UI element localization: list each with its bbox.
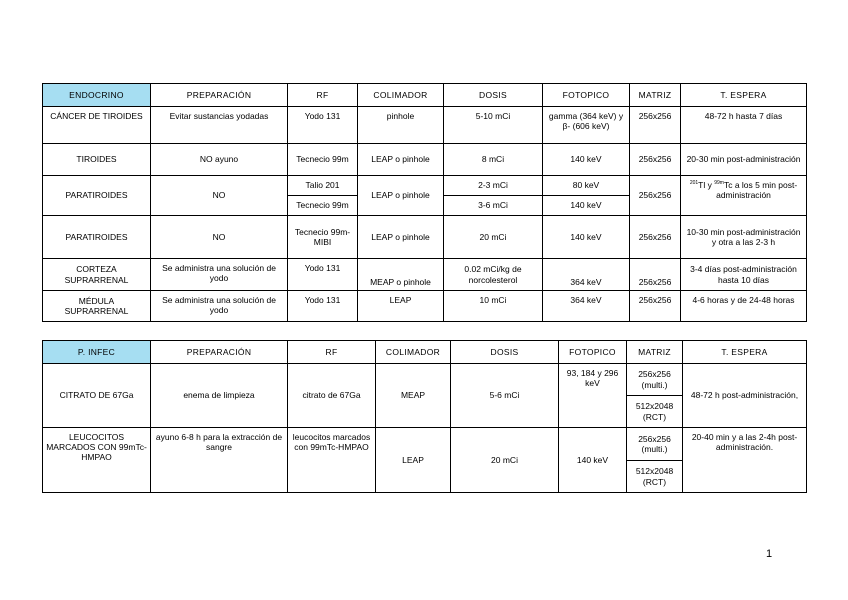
cell-colimador: LEAP: [376, 428, 451, 493]
cell-colimador: LEAP o pinhole: [358, 216, 444, 259]
table-header-row: [43, 341, 807, 364]
cell-preparacion: NO: [151, 176, 288, 216]
cell-dosis: 0.02 mCi/kg de norcolesterol: [444, 259, 543, 291]
header-fotopico: FOTOPICO: [559, 341, 627, 364]
cell-t-espera: 20-40 min y a las 2-4h post-administración.: [683, 428, 807, 493]
header-rf: RF: [288, 341, 376, 364]
header-matriz: MATRIZ: [630, 84, 681, 107]
endocrino-table: [42, 83, 807, 322]
table-row: [43, 107, 807, 144]
header-t-espera: T. ESPERA: [681, 84, 807, 107]
cell-matriz: 256x256: [630, 216, 681, 259]
cell-endocrino: CORTEZA SUPRARRENAL: [43, 259, 151, 291]
cell-preparacion: NO ayuno: [151, 144, 288, 176]
header-matriz: MATRIZ: [627, 341, 683, 364]
cell-endocrino: PARATIROIDES: [43, 216, 151, 259]
cell-rf: Yodo 131: [288, 291, 358, 322]
cell-endocrino: MÉDULA SUPRARRENAL: [43, 291, 151, 322]
header-rf: RF: [288, 84, 358, 107]
cell-t-espera: 3-4 días post-administración hasta 10 días: [681, 259, 807, 291]
cell-fotopico: 93, 184 y 296 keV: [559, 364, 627, 428]
table-header-row: [43, 84, 807, 107]
cell-rf: Tecnecio 99m: [288, 144, 358, 176]
cell-t-espera: 4-6 horas y de 24-48 horas: [681, 291, 807, 322]
cell-fotopico: 364 keV: [543, 291, 630, 322]
cell-matriz: 256x256 (multi.): [627, 428, 683, 461]
header-colimador: COLIMADOR: [358, 84, 444, 107]
header-colimador: COLIMADOR: [376, 341, 451, 364]
cell-matriz: 256x256: [630, 259, 681, 291]
cell-rf: Tecnecio 99m-MIBI: [288, 216, 358, 259]
cell-preparacion: NO: [151, 216, 288, 259]
page-number: 1: [766, 548, 773, 560]
cell-dosis: 5-6 mCi: [451, 364, 559, 428]
cell-rf: Talio 201: [288, 176, 358, 196]
table-row: [43, 216, 807, 259]
header-fotopico: FOTOPICO: [543, 84, 630, 107]
cell-rf: leucocitos marcados con 99mTc-HMPAO: [288, 428, 376, 493]
cell-matriz: 512x2048 (RCT): [627, 461, 683, 493]
cell-dosis: 20 mCi: [451, 428, 559, 493]
t-espera-text: Tc a los 5 min post- administración: [716, 180, 798, 201]
table-row: [43, 364, 807, 396]
t-espera-text: Tl y: [698, 180, 715, 190]
cell-preparacion: Se administra una solución de yodo: [151, 259, 288, 291]
cell-endocrino: CÁNCER DE TIROIDES: [43, 107, 151, 144]
isotope-superscript: 201: [689, 180, 699, 187]
cell-matriz: 256x256: [630, 291, 681, 322]
cell-endocrino: TIROIDES: [43, 144, 151, 176]
cell-t-espera: 48-72 h hasta 7 días: [681, 107, 807, 144]
cell-matriz: 512x2048 (RCT): [627, 396, 683, 428]
cell-preparacion: ayuno 6-8 h para la extracción de sangre: [151, 428, 288, 493]
infeccion-table: [42, 340, 807, 493]
table-row: [43, 176, 807, 196]
cell-matriz: 256x256: [630, 144, 681, 176]
cell-dosis: 2-3 mCi: [444, 176, 543, 196]
table-row: [43, 259, 807, 291]
table-row: [43, 144, 807, 176]
cell-preparacion: Se administra una solución de yodo: [151, 291, 288, 322]
cell-t-espera: [681, 176, 807, 216]
cell-matriz: 256x256: [630, 107, 681, 144]
header-p-infec: P. INFEC: [43, 341, 151, 364]
cell-rf: Yodo 131: [288, 107, 358, 144]
cell-dosis: 8 mCi: [444, 144, 543, 176]
cell-rf: Yodo 131: [288, 259, 358, 291]
header-t-espera: T. ESPERA: [683, 341, 807, 364]
cell-colimador: LEAP o pinhole: [358, 176, 444, 216]
cell-fotopico: 140 keV: [543, 144, 630, 176]
cell-colimador: MEAP o pinhole: [358, 259, 444, 291]
cell-p-infec: CITRATO DE 67Ga: [43, 364, 151, 428]
cell-matriz: 256x256: [630, 176, 681, 216]
cell-fotopico: 140 keV: [543, 196, 630, 216]
cell-t-espera: 10-30 min post-administración y otra a las 2-3 h: [681, 216, 807, 259]
cell-fotopico: 140 keV: [543, 216, 630, 259]
table-row: [43, 428, 807, 461]
cell-dosis: 5-10 mCi: [444, 107, 543, 144]
header-preparacion: PREPARACIÓN: [151, 84, 288, 107]
cell-dosis: 3-6 mCi: [444, 196, 543, 216]
isotope-superscript: 99m: [714, 180, 724, 187]
cell-colimador: pinhole: [358, 107, 444, 144]
cell-fotopico: 80 keV: [543, 176, 630, 196]
cell-preparacion: enema de limpieza: [151, 364, 288, 428]
cell-matriz: 256x256 (multi.): [627, 364, 683, 396]
header-endocrino: ENDOCRINO: [43, 84, 151, 107]
table-row: [43, 291, 807, 322]
cell-rf: citrato de 67Ga: [288, 364, 376, 428]
cell-preparacion: Evitar sustancias yodadas: [151, 107, 288, 144]
cell-t-espera: 48-72 h post-administración,: [683, 364, 807, 428]
header-dosis: DOSIS: [444, 84, 543, 107]
cell-colimador: LEAP o pinhole: [358, 144, 444, 176]
cell-rf: Tecnecio 99m: [288, 196, 358, 216]
cell-endocrino: PARATIROIDES: [43, 176, 151, 216]
cell-fotopico: 140 keV: [559, 428, 627, 493]
cell-colimador: LEAP: [358, 291, 444, 322]
cell-fotopico: 364 keV: [543, 259, 630, 291]
cell-dosis: 10 mCi: [444, 291, 543, 322]
cell-t-espera: 20-30 min post-administración: [681, 144, 807, 176]
cell-colimador: MEAP: [376, 364, 451, 428]
header-dosis: DOSIS: [451, 341, 559, 364]
cell-fotopico: gamma (364 keV) y β- (606 keV): [543, 107, 630, 144]
header-preparacion: PREPARACIÓN: [151, 341, 288, 364]
cell-dosis: 20 mCi: [444, 216, 543, 259]
cell-p-infec: LEUCOCITOS MARCADOS CON 99mTc-HMPAO: [43, 428, 151, 493]
